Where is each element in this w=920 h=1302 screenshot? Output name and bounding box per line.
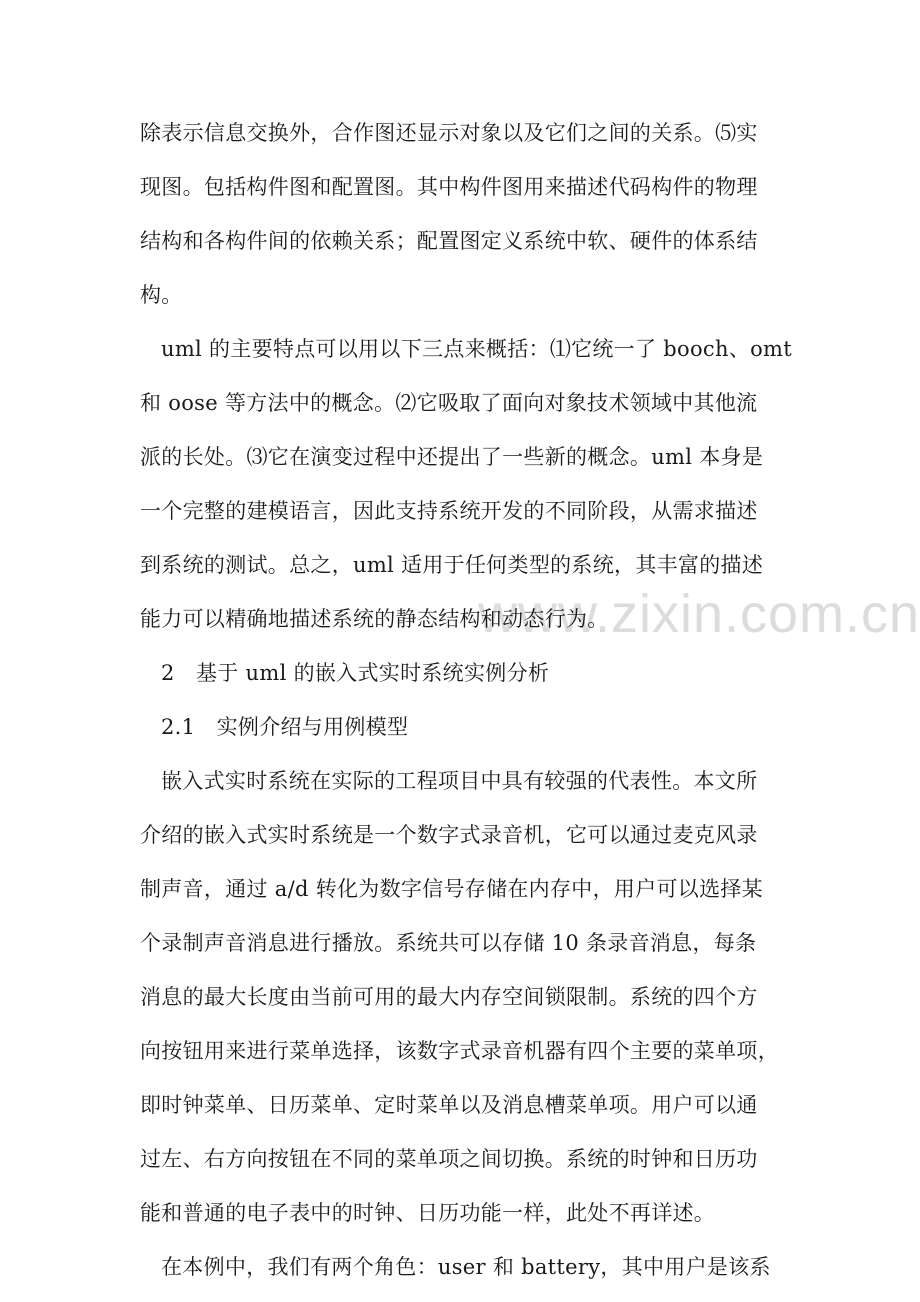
text-line: 向按钮用来进行菜单选择，该数字式录音机器有四个主要的菜单项， [140,1039,779,1063]
text-line: 和 oose 等方法中的概念。⑵它吸取了面向对象技术领域中其他流 [140,391,758,415]
watermark: www.zixin.com.cn [478,584,920,644]
text-line: 构。 [140,283,183,307]
text-line: 能和普通的电子表中的时钟、日历功能一样，此处不再详述。 [140,1201,716,1225]
text-line: 结构和各构件间的依赖关系；配置图定义系统中软、硬件的体系结 [140,229,758,253]
text-line: uml 的主要特点可以用以下三点来概括：⑴它统一了 booch、omt [161,337,793,361]
subsection-heading: 2.1 实例介绍与用例模型 [161,715,409,739]
text-line: 派的长处。⑶它在演变过程中还提出了一些新的概念。uml 本身是 [140,445,764,469]
text-line: 除表示信息交换外，合作图还显示对象以及它们之间的关系。⑸实 [140,121,758,145]
text-line: 在本例中，我们有两个角色：user 和 battery，其中用户是该系 [161,1255,771,1279]
text-line: 过左、右方向按钮在不同的菜单项之间切换。系统的时钟和日历功 [140,1147,758,1171]
text-line: 能力可以精确地描述系统的静态结构和动态行为。 [140,607,609,631]
text-line: 介绍的嵌入式实时系统是一个数字式录音机，它可以通过麦克风录 [140,823,758,847]
section-heading: 2 基于 uml 的嵌入式实时系统实例分析 [161,661,550,685]
text-line: 个录制声音消息进行播放。系统共可以存储 10 条录音消息，每条 [140,931,757,955]
text-line: 一个完整的建模语言，因此支持系统开发的不同阶段，从需求描述 [140,499,758,523]
text-line: 到系统的测试。总之，uml 适用于任何类型的系统，其丰富的描述 [140,553,764,577]
text-line: 消息的最大长度由当前可用的最大内存空间锁限制。系统的四个方 [140,985,758,1009]
text-line: 制声音，通过 a/d 转化为数字信号存储在内存中，用户可以选择某 [140,877,763,901]
text-line: 嵌入式实时系统在实际的工程项目中具有较强的代表性。本文所 [161,769,758,793]
text-line: 现图。包括构件图和配置图。其中构件图用来描述代码构件的物理 [140,175,758,199]
text-line: 即时钟菜单、日历菜单、定时菜单以及消息槽菜单项。用户可以通 [140,1093,758,1117]
